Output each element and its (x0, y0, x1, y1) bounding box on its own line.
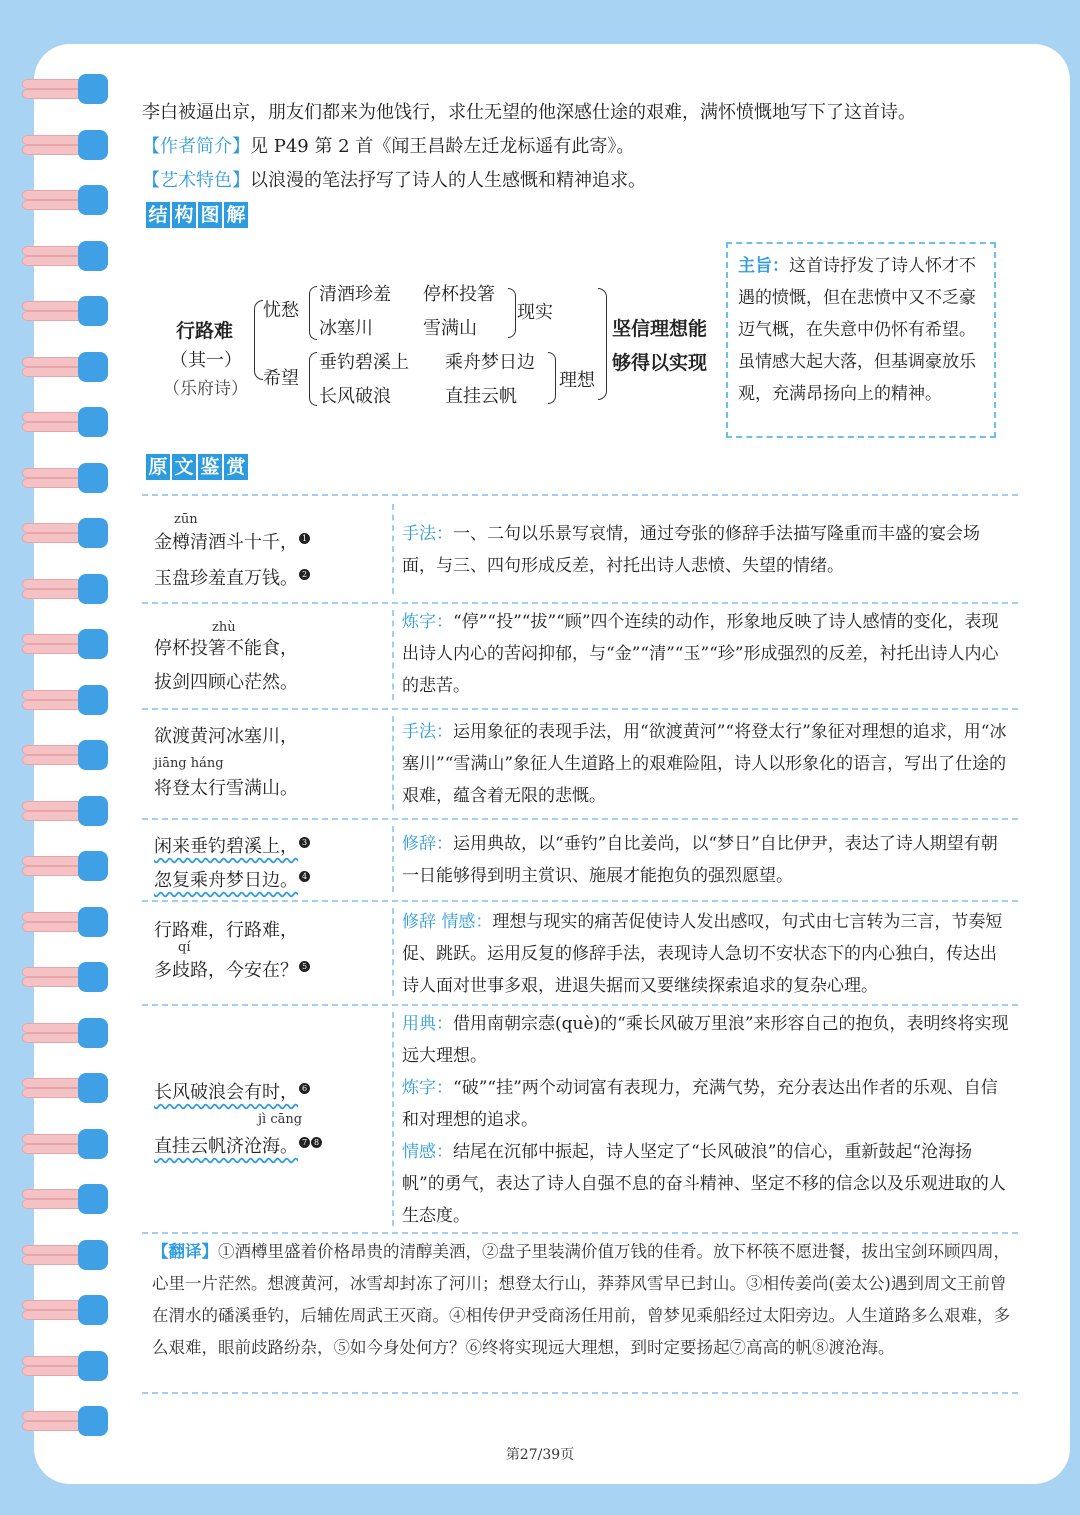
theme-text: 这首诗抒发了诗人怀才不遇的愤慨，但在悲愤中又不乏豪迈气概，在失意中仍怀有希望。虽情感大起大落，但基调豪放乐观，充满昂扬向上的精神。 (738, 256, 976, 404)
ring-hole (78, 518, 108, 548)
brace-reality (508, 288, 516, 338)
footnote-6: 6 (299, 1083, 310, 1094)
ring-hole (78, 1129, 108, 1159)
section-title-appreciation (146, 454, 248, 480)
poem-line (154, 832, 310, 858)
pinyin: zūn (174, 512, 198, 527)
binding-ring (22, 520, 110, 546)
column-divider (392, 610, 394, 700)
binding-ring (22, 465, 110, 491)
binding-ring (22, 132, 110, 158)
note-block (402, 1136, 1012, 1232)
brace-worry (309, 286, 317, 340)
ring-hole (78, 241, 108, 271)
binding-ring (22, 909, 110, 935)
theme-label: 主旨： (738, 256, 789, 276)
conclusion-line-1: 坚信理想能 (612, 318, 708, 340)
row-divider (142, 1232, 1018, 1234)
row-divider (142, 602, 1018, 604)
ring-hole (78, 1073, 108, 1103)
poem-text: 忽复乘舟梦日边。 (154, 870, 298, 891)
note-text: 理想与现实的痛苦促使诗人发出感叹，句式由七言转为三言，节奏短促、跳跃。运用反复的修辞手法，表现诗人急切不安状态下的内心独白，传达出诗人面对世事多艰，进退失据而又要继续探索追求的复杂心理。 (402, 912, 1003, 996)
poem-line (154, 956, 310, 982)
poem-line (154, 866, 310, 892)
ring-hole (78, 685, 108, 715)
ring-hole (78, 796, 108, 826)
binding-ring (22, 1186, 110, 1212)
binding-ring (22, 1242, 110, 1268)
ring-hole (78, 907, 108, 937)
footnote-1: 1 (299, 533, 310, 544)
binding-ring (22, 1297, 110, 1323)
footnote-8: 8 (311, 1137, 322, 1148)
pinyin: jiāng háng (154, 756, 224, 771)
binding-ring (22, 576, 110, 602)
section-title-char: 文 (172, 454, 196, 480)
note-block (402, 1072, 1012, 1136)
ring-hole (78, 851, 108, 881)
hope-item-1: 垂钓碧溪上 (319, 352, 409, 373)
diagram-genre: （乐府诗） (163, 379, 248, 399)
poem-line: 将登太行雪满山。 (154, 778, 298, 799)
ring-hole (78, 1406, 108, 1436)
note-label: 炼字： (402, 612, 453, 632)
note-row-6 (402, 1008, 1012, 1232)
note-label: 手法： (402, 524, 453, 544)
note-label: 手法： (402, 722, 453, 742)
pinyin: qí (178, 940, 191, 955)
binding-ring (22, 1020, 110, 1046)
binding-ring (22, 687, 110, 713)
note-row-5 (402, 906, 1012, 1002)
worry-item-2: 停杯投箸 (423, 284, 495, 305)
brace-conclusion (598, 288, 607, 400)
section-title-char: 结 (146, 202, 170, 228)
section-title-char: 原 (146, 454, 170, 480)
branch-worry: 忧愁 (263, 300, 299, 321)
binding-ring (22, 798, 110, 824)
poem-text: 玉盘珍羞直万钱。 (154, 568, 298, 589)
note-text: 一、二句以乐景写哀情，通过夸张的修辞手法描写隆重而丰盛的宴会场面，与三、四句形成反差，衬托出诗人悲愤、失望的情绪。 (402, 524, 980, 576)
poem-text: 多歧路，今安在？ (154, 960, 298, 981)
binding-ring (22, 298, 110, 324)
conclusion-line-2: 够得以实现 (612, 352, 708, 374)
binding-ring (22, 1408, 110, 1434)
row-divider (142, 1392, 1018, 1394)
note-row-3 (402, 716, 1012, 812)
note-label: 情感： (402, 1142, 453, 1162)
binding-ring (22, 853, 110, 879)
binding-ring (22, 742, 110, 768)
ring-hole (78, 130, 108, 160)
ring-hole (78, 629, 108, 659)
poem-text: 长风破浪会有时， (154, 1082, 298, 1103)
row-divider (142, 1004, 1018, 1006)
footnote-2: 2 (299, 569, 310, 580)
brace-ideal (548, 352, 556, 404)
poem-line (154, 528, 310, 554)
section-title-char: 图 (198, 202, 222, 228)
row-divider (142, 708, 1018, 710)
row-divider (142, 494, 1018, 496)
poem-line (154, 564, 310, 590)
note-text: “破”“挂”两个动词富有表现力，充满气势，充分表达出作者的乐观、自信和对理想的追求。 (402, 1078, 998, 1130)
hope-item-4: 直挂云帆 (445, 386, 517, 407)
worry-item-4: 雪满山 (423, 318, 477, 339)
worry-item-1: 清酒珍羞 (319, 284, 391, 305)
branch-hope: 希望 (263, 368, 299, 389)
pinyin: jì cāng (258, 1112, 303, 1127)
poem-line: 拔剑四顾心茫然。 (154, 672, 298, 693)
row-divider (142, 818, 1018, 820)
hope-item-2: 乘舟梦日边 (445, 352, 535, 373)
note-text: 运用象征的表现手法，用“欲渡黄河”“将登太行”象征对理想的追求，用“冰塞川”“雪满山”象征人生道路上的艰难险阻，诗人以形象化的语言，写出了仕途的艰难，蕴含着无限的悲慨。 (402, 722, 1007, 806)
brace-main (254, 300, 263, 380)
ring-hole (78, 463, 108, 493)
poem-line (154, 1078, 310, 1104)
note-label: 修辞： (402, 834, 453, 854)
note-row-1 (402, 518, 1012, 582)
note-text: “停”“投”“拔”“顾”四个连续的动作，形象地反映了诗人感情的变化，表现出诗人内心的苦闷抑郁，与“金”“清”“玉”“珍”形成强烈的反差，衬托出诗人内心的悲苦。 (402, 612, 999, 696)
footnote-3: 3 (299, 837, 310, 848)
poem-line: 欲渡黄河冰塞川， (154, 726, 298, 747)
note-text: 结尾在沉郁中振起，诗人坚定了“长风破浪”的信心，重新鼓起“沧海扬帆”的勇气，表达了诗人自强不息的奋斗精神、坚定不移的信念以及乐观进取的人生态度。 (402, 1142, 1006, 1226)
poem-text: 金樽清酒斗十千， (154, 532, 298, 553)
ring-hole (78, 1295, 108, 1325)
translation (152, 1236, 1012, 1364)
section-title-char: 构 (172, 202, 196, 228)
binding-ring (22, 354, 110, 380)
column-divider (392, 504, 394, 594)
note-block (402, 1008, 1012, 1072)
binding-ring (22, 631, 110, 657)
column-divider (392, 716, 394, 810)
note-text: 借用南朝宗悫(què)的“乘长风破万里浪”来形容自己的抱负，表明终将实现远大理想。 (402, 1014, 1009, 1066)
ring-hole (78, 962, 108, 992)
binding-ring (22, 964, 110, 990)
ring-hole (78, 1240, 108, 1270)
art-line (142, 164, 646, 198)
art-text: 以浪漫的笔法抒写了诗人的人生感慨和精神追求。 (250, 170, 646, 191)
author-tag: 【作者简介】 (142, 136, 250, 157)
binding-ring (22, 1075, 110, 1101)
column-divider (392, 908, 394, 996)
worry-item-3: 冰塞川 (319, 318, 373, 339)
poem-line (154, 1132, 322, 1158)
binding-ring (22, 1353, 110, 1379)
translation-text: ①酒樽里盛着价格昂贵的清醇美酒，②盘子里装满价值万钱的佳肴。放下杯筷不愿进餐，拔出宝剑环顾四周，心里一片茫然。想渡黄河，冰雪却封冻了河川；想登太行山，莽莽风雪早已封山。③相传姜尚(姜太公)遇到周文王前曾在渭水的磻溪垂钓，后辅佐周武王灭商。④相传伊尹受商汤任用前，曾梦见乘船经过太阳旁边。人生道路多么艰难，多么艰难，眼前歧路纷杂，⑤如今身处何方？⑥终将实现远大理想，到时定要扬起⑦高高的帆⑧渡沧海。 (152, 1242, 1010, 1357)
ring-hole (78, 740, 108, 770)
ring-hole (78, 74, 108, 104)
poem-line: 停杯投箸不能食， (154, 638, 298, 659)
page-number: 第27/39页 (505, 1447, 575, 1463)
author-line (142, 130, 634, 164)
note-row-2 (402, 606, 1012, 702)
ring-hole (78, 1184, 108, 1214)
binding-ring (22, 187, 110, 213)
ring-hole (78, 1351, 108, 1381)
note-label: 炼字： (402, 1078, 453, 1098)
pinyin: zhù (212, 620, 236, 635)
ring-hole (78, 296, 108, 326)
footnote-4: 4 (299, 871, 310, 882)
binding-ring (22, 409, 110, 435)
note-text: 运用典故，以“垂钓”自比姜尚，以“梦日”自比伊尹，表达了诗人期望有朝一日能够得到明主赏识、施展才能抱负的强烈愿望。 (402, 834, 998, 886)
diagram-subtitle: （其一） (170, 350, 242, 371)
author-text: 见 P49 第 2 首《闻王昌龄左迁龙标遥有此寄》。 (250, 136, 635, 157)
poem-text: 闲来垂钓碧溪上， (154, 836, 298, 857)
binding-ring (22, 1131, 110, 1157)
note-label: 修辞 情感： (402, 912, 493, 932)
section-title-char: 赏 (224, 454, 248, 480)
footnote-7: 7 (299, 1137, 310, 1148)
theme-box (726, 242, 996, 438)
section-title-char: 解 (224, 202, 248, 228)
section-title-structure (146, 202, 248, 228)
diagram-title: 行路难 (176, 320, 234, 342)
column-divider (392, 1012, 394, 1226)
background-text: 李白被逼出京，朋友们都来为他饯行，求仕无望的他深感仕途的艰难，满怀愤慨地写下了这首诗。 (142, 102, 916, 123)
footnote-5: 5 (299, 961, 310, 972)
art-tag: 【艺术特色】 (142, 170, 250, 191)
column-divider (392, 826, 394, 892)
binding-ring (22, 243, 110, 269)
hope-item-3: 长风破浪 (319, 386, 391, 407)
note-row-4 (402, 828, 1012, 892)
label-ideal: 理想 (559, 370, 595, 391)
binding-ring (22, 76, 110, 102)
label-reality: 现实 (517, 302, 553, 323)
ring-hole (78, 407, 108, 437)
section-title-char: 鉴 (198, 454, 222, 480)
ring-hole (78, 574, 108, 604)
ring-hole (78, 1018, 108, 1048)
poem-line: 行路难，行路难， (154, 920, 298, 941)
row-divider (142, 900, 1018, 902)
brace-hope (309, 352, 317, 406)
poem-text: 直挂云帆济沧海。 (154, 1136, 298, 1157)
ring-hole (78, 352, 108, 382)
ring-hole (78, 185, 108, 215)
note-label: 用典： (402, 1014, 453, 1034)
translation-label: 【翻译】 (152, 1242, 218, 1261)
